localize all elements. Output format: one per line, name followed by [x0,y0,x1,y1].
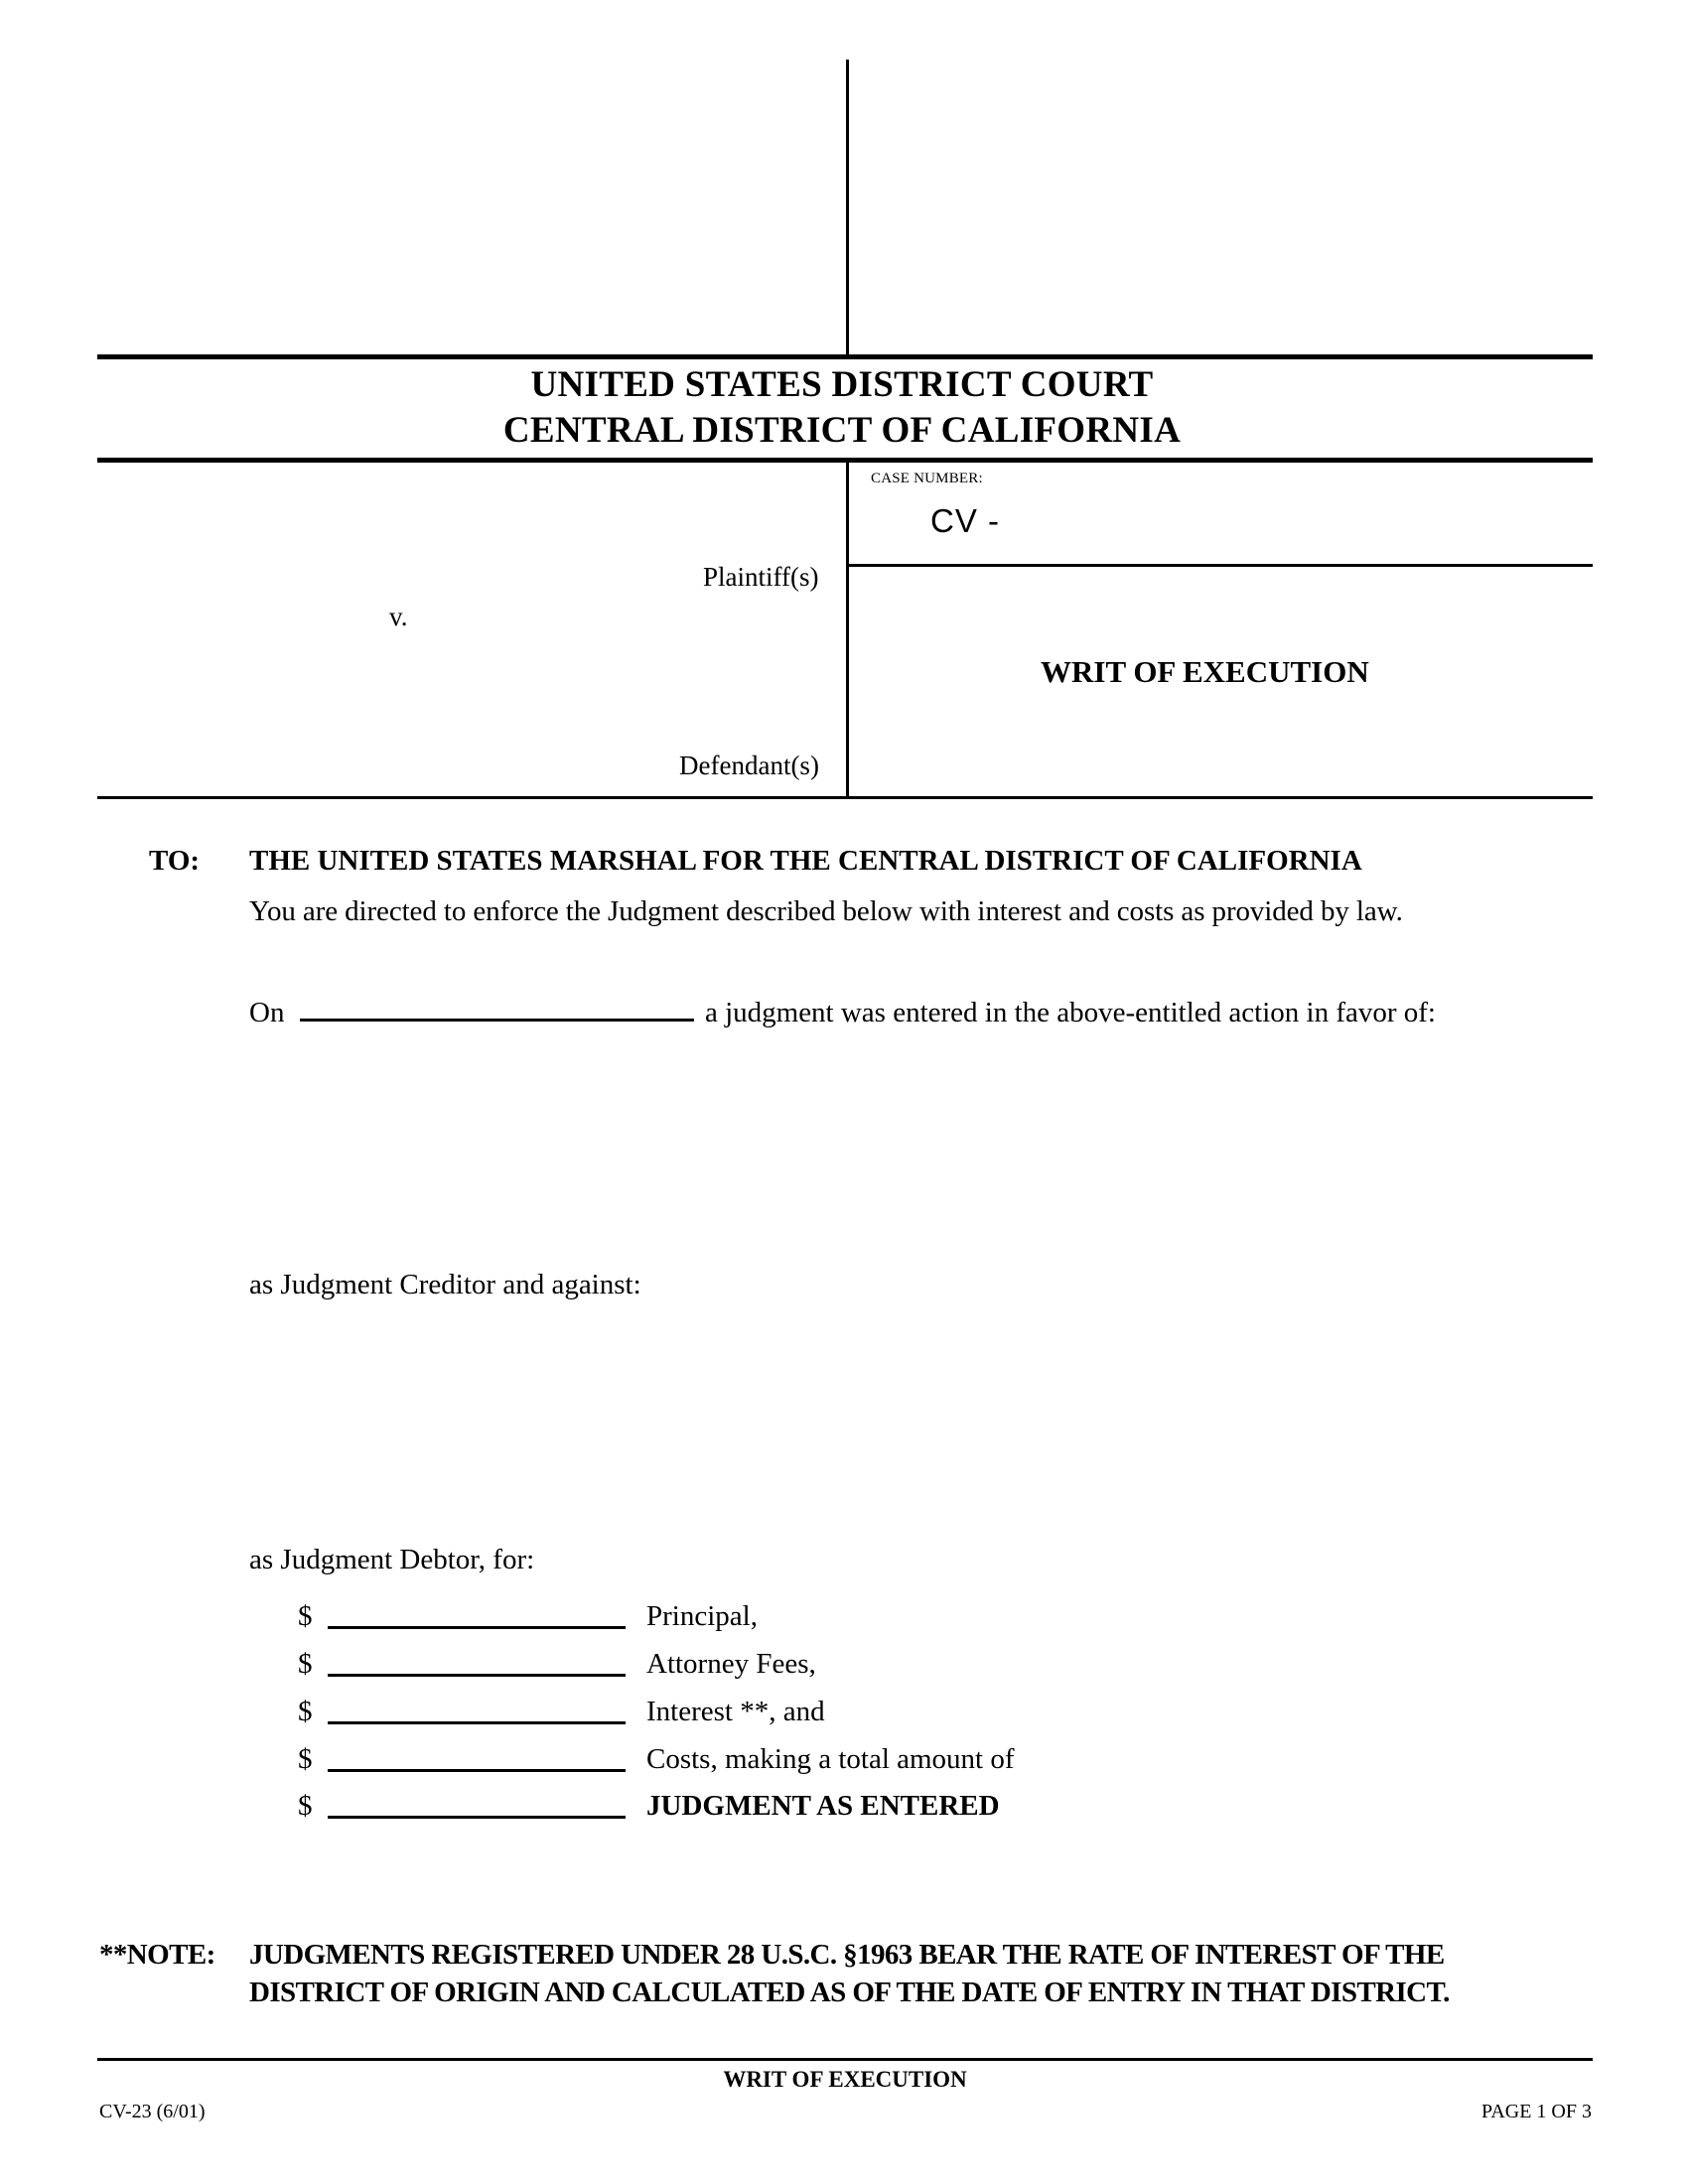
page-number: PAGE 1 OF 3 [1481,2101,1592,2122]
costs-amount-field[interactable] [328,1769,626,1772]
case-number-rule [848,564,1593,567]
court-name-line2: CENTRAL DISTRICT OF CALIFORNIA [502,410,1182,451]
total-judgment-amount-field[interactable] [328,1816,626,1819]
attorney-fees-amount-field[interactable] [328,1674,626,1677]
interest-amount-field[interactable] [328,1721,626,1724]
judgment-debtor-text: as Judgment Debtor, for: [249,1544,535,1575]
judgment-creditor-text: as Judgment Creditor and against: [249,1269,641,1300]
case-number-label: CASE NUMBER: [871,471,983,486]
note-label: **NOTE: [99,1939,215,1971]
court-name-line1: UNITED STATES DISTRICT COURT [530,364,1154,405]
note-line2: DISTRICT OF ORIGIN AND CALCULATED AS OF THE DATE OF ENTRY IN THAT DISTRICT. [249,1977,1450,2008]
versus-label: v. [389,602,408,631]
dollar-sign: $ [298,1600,313,1632]
court-heading-top-rule [97,354,1593,359]
on-label: On [249,997,285,1028]
attorney-block-divider [846,60,849,357]
plaintiff-label: Plaintiff(s) [703,562,819,592]
judgment-entered-text: a judgment was entered in the above-entitled action in favor of: [704,997,1436,1028]
caption-divider [846,461,849,798]
dollar-sign: $ [298,1790,313,1822]
form-number: CV-23 (6/01) [99,2101,206,2122]
document-title: WRIT OF EXECUTION [1041,654,1369,689]
note-line1: JUDGMENTS REGISTERED UNDER 28 U.S.C. §1963 BEAR THE RATE OF INTEREST OF THE [249,1939,1445,1971]
judgment-as-entered-label: JUDGMENT AS ENTERED [646,1790,1000,1822]
interest-label: Interest **, and [646,1696,825,1727]
dollar-sign: $ [298,1696,313,1727]
principal-amount-field[interactable] [328,1626,626,1629]
caption-bottom-rule [97,796,1593,799]
to-label: TO: [149,845,201,877]
attorney-fees-label: Attorney Fees, [646,1648,816,1680]
court-heading-bottom-rule [97,458,1593,463]
principal-label: Principal, [646,1600,758,1632]
footer-title: WRIT OF EXECUTION [723,2067,967,2092]
defendant-label: Defendant(s) [679,751,819,780]
marshal-recipient: THE UNITED STATES MARSHAL FOR THE CENTRAL DISTRICT OF CALIFORNIA [249,845,1362,877]
dollar-sign: $ [298,1743,313,1775]
judgment-date-field[interactable] [300,995,694,1022]
dollar-sign: $ [298,1648,313,1680]
enforcement-direction: You are directed to enforce the Judgment described below with interest and costs as provided by law. [249,895,1403,927]
costs-label: Costs, making a total amount of [646,1743,1015,1775]
footer-rule [97,2058,1593,2061]
case-number-value: CV - [930,502,1000,539]
judgment-date-sentence [249,995,1436,1029]
